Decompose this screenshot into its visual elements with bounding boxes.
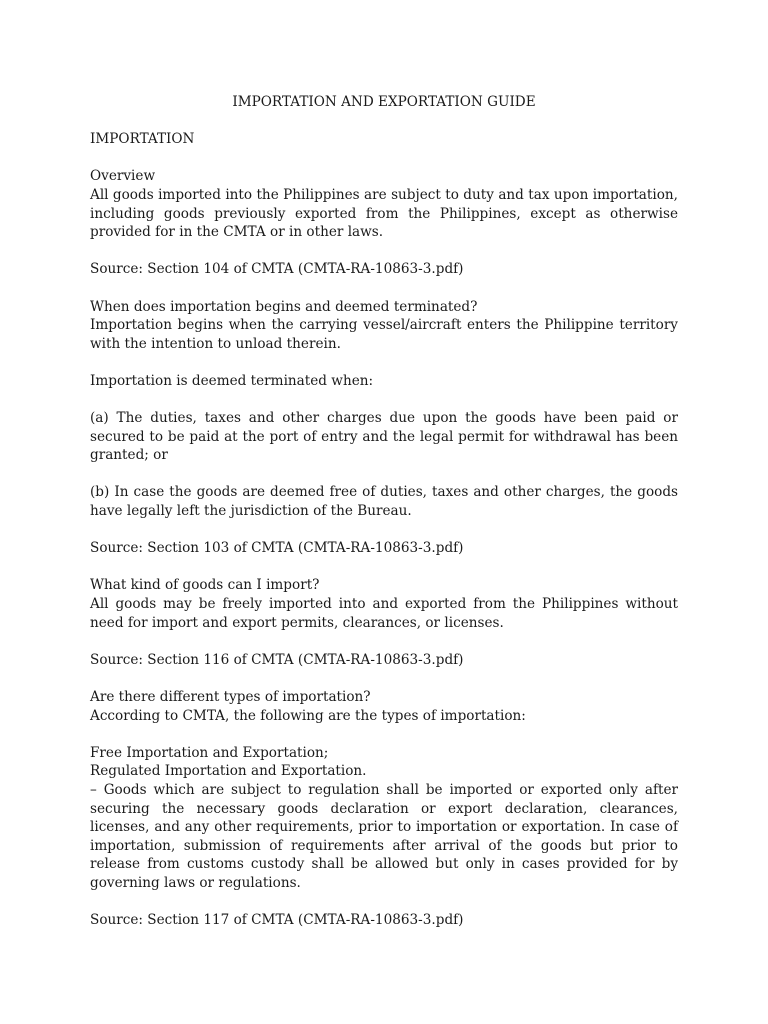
kinds-question: What kind of goods can I import? [90,577,320,594]
terminated-item-b: (b) In case the goods are deemed free of duties, taxes and other charges, the goods have legally left the jurisdiction of the Bureau. [90,484,678,520]
begins-question: When does importation begins and deemed terminated? [90,298,478,315]
overview-block [90,167,678,241]
types-block [90,688,678,725]
kinds-source: Source: Section 116 of CMTA (CMTA-RA-10863-3.pdf) [90,651,464,668]
kinds-answer: All goods may be freely imported into and exported from the Philippines without need for import and export permits, clearances, or licenses. [90,596,678,631]
types-answer: According to CMTA, the following are the types of importation: [90,707,526,724]
section-heading: IMPORTATION [90,131,195,148]
types-list [90,744,678,893]
type-free: Free Importation and Exportation; [90,744,329,761]
begins-block [90,298,678,354]
terminated-item-a: (a) The duties, taxes and other charges due upon the goods have been paid or secured to be paid at the port of entry and the legal permit for withdrawal has been granted; or [90,410,678,464]
begins-answer: Importation begins when the carrying vessel/aircraft enters the Philippine territory with the intention to unload therein. [90,317,678,352]
begins-source: Source: Section 103 of CMTA (CMTA-RA-10863-3.pdf) [90,540,464,557]
types-question: Are there different types of importation? [90,689,371,705]
overview-text: All goods imported into the Philippines are subject to duty and tax upon importation, including goods previously exported from the Philippines, except as otherwise provided for in the CMTA or in other laws. [90,186,678,241]
overview-heading: Overview [90,168,156,185]
kinds-block [90,576,678,632]
overview-source: Source: Section 104 of CMTA (CMTA-RA-10863-3.pdf) [90,261,464,278]
types-source: Source: Section 117 of CMTA (CMTA-RA-10863-3.pdf) [90,912,464,929]
document-title: IMPORTATION AND EXPORTATION GUIDE [232,94,536,110]
type-regulated: Regulated Importation and Exportation. [90,763,367,780]
terminated-intro: Importation is deemed terminated when: [90,372,374,389]
type-regulated-detail: – Goods which are subject to regulation shall be imported or exported only after securing the necessary goods declaration or export declaration, clearances, licenses, and any other requirements, prior to importation or exportation. In case of importation, submission of requirements after arrival of the goods but prior to release from customs custody shall be allowed but only in cases provided for by governing laws or regulations. [90,781,678,891]
